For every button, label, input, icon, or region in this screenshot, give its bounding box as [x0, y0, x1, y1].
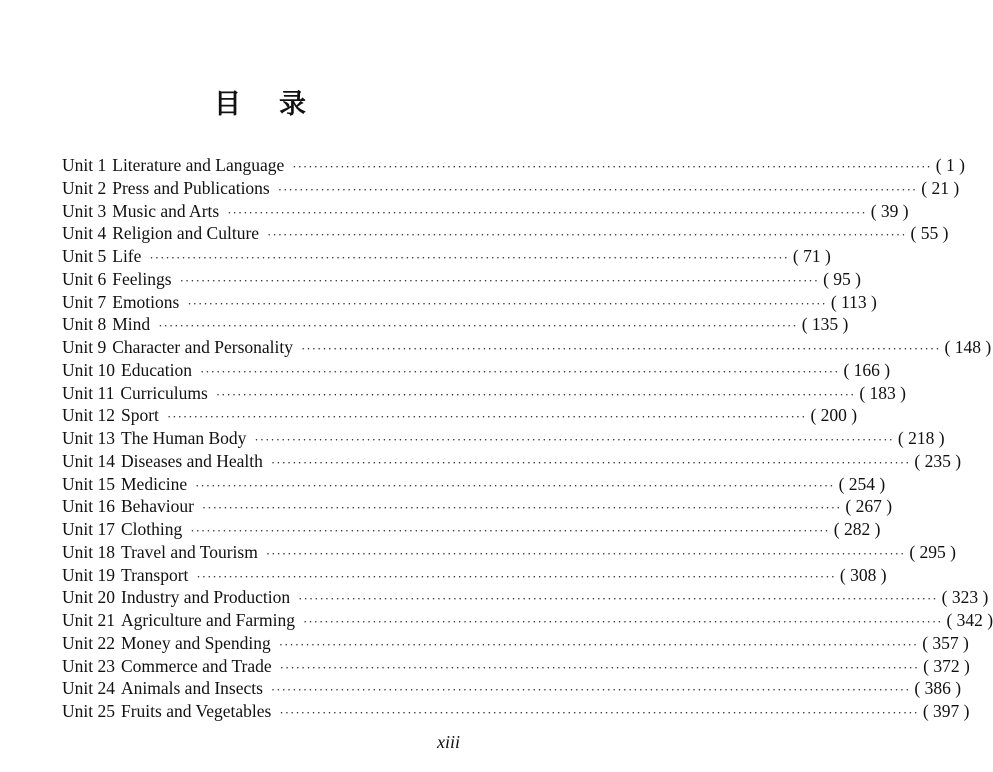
dot-leader: ························································································································	[301, 341, 941, 356]
unit-page: ( 148 )	[944, 337, 992, 357]
unit-page: ( 95 )	[823, 268, 861, 289]
unit-page: ( 1 )	[935, 155, 965, 175]
dot-leader: ························································································································	[201, 500, 842, 516]
unit-page: ( 372 )	[923, 655, 970, 676]
unit-label: Unit 23	[62, 655, 115, 676]
unit-label: Unit 6	[62, 268, 107, 289]
unit-page: ( 357 )	[922, 632, 969, 653]
unit-page: ( 55 )	[910, 223, 949, 244]
unit-label: Unit 2	[62, 177, 107, 198]
unit-topic: Diseases and Health	[121, 450, 263, 471]
unit-label: Unit 7	[62, 291, 107, 312]
toc-entry	[62, 200, 909, 223]
toc-entry	[62, 154, 965, 177]
unit-page: ( 308 )	[839, 564, 887, 585]
toc-entry	[62, 404, 858, 427]
page-title	[0, 82, 520, 121]
unit-topic: Mind	[112, 314, 151, 335]
unit-topic: Emotions	[112, 291, 180, 312]
toc-entry	[62, 677, 962, 700]
unit-page: ( 254 )	[838, 473, 886, 494]
dot-leader: ························································································································	[179, 272, 820, 288]
unit-topic: Behaviour	[121, 496, 194, 517]
unit-topic: Feelings	[112, 268, 172, 289]
toc-entry	[62, 541, 956, 564]
unit-topic: Medicine	[121, 473, 188, 494]
dot-leader: ························································································································	[279, 659, 920, 675]
unit-label: Unit 10	[62, 359, 115, 380]
table-of-contents	[62, 154, 993, 723]
title-char-1: 目	[214, 89, 241, 120]
toc-entry	[62, 313, 849, 336]
unit-page: ( 183 )	[859, 382, 906, 403]
unit-topic: Education	[121, 359, 192, 380]
dot-leader: ························································································································	[279, 705, 919, 720]
toc-entry	[62, 245, 831, 268]
unit-page: ( 267 )	[845, 496, 893, 517]
dot-leader: ························································································································	[199, 363, 840, 379]
toc-entry	[62, 700, 970, 723]
unit-topic: Agriculture and Farming	[121, 610, 295, 630]
unit-label: Unit 1	[62, 155, 107, 175]
unit-label: Unit 17	[62, 519, 115, 539]
unit-label: Unit 4	[62, 223, 107, 244]
unit-page: ( 166 )	[843, 359, 891, 380]
toc-entry	[62, 336, 992, 359]
dot-leader: ························································································································	[265, 545, 906, 561]
dot-leader: ························································································································	[254, 432, 894, 447]
dot-leader: ························································································································	[298, 591, 938, 607]
unit-page: ( 71 )	[792, 246, 831, 266]
unit-topic: Life	[112, 246, 142, 266]
unit-page: ( 295 )	[909, 541, 956, 562]
dot-leader: ························································································································	[215, 386, 856, 402]
dot-leader: ························································································································	[190, 523, 830, 538]
unit-topic: Press and Publications	[112, 177, 270, 198]
unit-topic: Travel and Tourism	[121, 541, 258, 562]
unit-label: Unit 16	[62, 496, 115, 517]
unit-label: Unit 20	[62, 587, 115, 608]
dot-leader: ························································································································	[292, 159, 932, 174]
title-char-2: 录	[279, 89, 306, 120]
toc-entry	[62, 291, 877, 314]
page-number: xiii	[437, 732, 460, 752]
dot-leader: ························································································································	[149, 250, 789, 265]
unit-page: ( 21 )	[921, 177, 960, 198]
unit-page: ( 235 )	[914, 450, 962, 471]
dot-leader: ························································································································	[196, 568, 836, 584]
unit-topic: Fruits and Vegetables	[121, 701, 272, 721]
unit-label: Unit 9	[62, 337, 107, 357]
toc-entry	[62, 382, 906, 405]
unit-label: Unit 19	[62, 564, 115, 585]
dot-leader: ························································································································	[187, 295, 827, 311]
unit-topic: Clothing	[121, 519, 183, 539]
toc-entry	[62, 222, 949, 245]
unit-page: ( 342 )	[946, 610, 993, 630]
unit-topic: Money and Spending	[121, 632, 271, 653]
unit-topic: Commerce and Trade	[121, 655, 272, 676]
unit-topic: Transport	[121, 564, 189, 585]
dot-leader: ························································································································	[166, 409, 807, 425]
toc-entry	[62, 268, 861, 291]
unit-page: ( 218 )	[897, 428, 945, 448]
toc-entry	[62, 564, 887, 587]
unit-page: ( 282 )	[833, 519, 881, 539]
toc-entry	[62, 518, 881, 541]
dot-leader: ························································································································	[158, 318, 798, 334]
unit-topic: Curriculums	[120, 382, 208, 403]
toc-entry	[62, 655, 970, 678]
unit-label: Unit 18	[62, 541, 115, 562]
unit-page: ( 386 )	[914, 678, 962, 699]
unit-page: ( 113 )	[830, 291, 877, 312]
unit-label: Unit 21	[62, 610, 115, 630]
dot-leader: ························································································································	[227, 204, 867, 220]
toc-entry	[62, 450, 962, 473]
toc-entry	[62, 632, 969, 655]
dot-leader: ························································································································	[270, 454, 911, 470]
dot-leader: ························································································································	[270, 682, 911, 698]
unit-label: Unit 24	[62, 678, 115, 699]
dot-leader: ························································································································	[302, 614, 943, 629]
unit-topic: Animals and Insects	[121, 678, 263, 699]
unit-page: ( 397 )	[922, 701, 970, 721]
unit-label: Unit 11	[62, 382, 115, 403]
toc-entry	[62, 427, 945, 450]
toc-entry	[62, 359, 891, 382]
unit-label: Unit 15	[62, 473, 115, 494]
unit-topic: Character and Personality	[112, 337, 294, 357]
dot-leader: ························································································································	[278, 636, 919, 652]
toc-entry	[62, 609, 993, 632]
unit-label: Unit 3	[62, 200, 107, 221]
unit-label: Unit 13	[62, 428, 115, 448]
unit-label: Unit 25	[62, 701, 115, 721]
toc-entry	[62, 586, 989, 609]
unit-page: ( 135 )	[801, 314, 849, 335]
unit-topic: Music and Arts	[112, 200, 220, 221]
unit-topic: Religion and Culture	[112, 223, 260, 244]
unit-page: ( 200 )	[810, 405, 858, 426]
toc-entry	[62, 473, 886, 496]
unit-label: Unit 8	[62, 314, 107, 335]
unit-label: Unit 5	[62, 246, 107, 266]
dot-leader: ························································································································	[277, 181, 918, 197]
unit-page: ( 323 )	[941, 587, 989, 608]
unit-label: Unit 12	[62, 405, 115, 426]
unit-topic: Sport	[121, 405, 159, 426]
unit-label: Unit 14	[62, 450, 115, 471]
unit-page: ( 39 )	[870, 200, 909, 221]
unit-topic: Industry and Production	[121, 587, 291, 608]
unit-topic: The Human Body	[121, 428, 247, 448]
unit-label: Unit 22	[62, 632, 115, 653]
toc-entry	[62, 495, 893, 518]
toc-entry	[62, 177, 960, 200]
dot-leader: ························································································································	[195, 477, 835, 493]
dot-leader: ························································································································	[267, 227, 907, 243]
unit-topic: Literature and Language	[112, 155, 285, 175]
